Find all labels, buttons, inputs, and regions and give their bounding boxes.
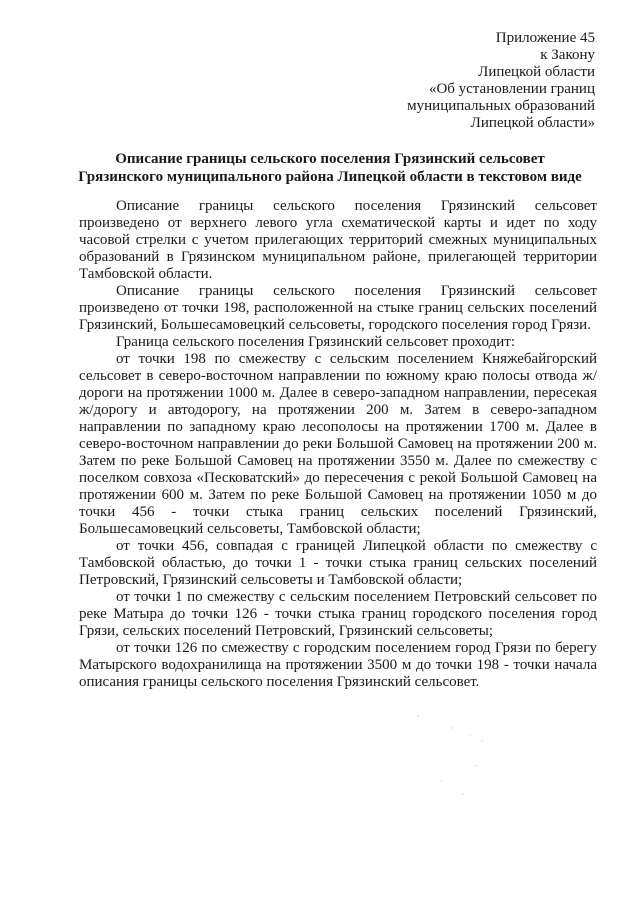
appendix-line: Приложение 45	[495, 30, 595, 46]
paragraph: Граница сельского поселения Грязинский сельсовет проходит:	[116, 334, 515, 350]
title-line-1: Описание границы сельского поселения Грязинский сельсовет	[115, 151, 545, 167]
appendix-line: Липецкой области	[478, 64, 595, 80]
paragraph: от точки 126 по смежеству с городским поселением город Грязи по берегу Матырского водохранилища на протяжении 3500 м до точки 198 - точки начала описания границы сельского поселения Грязинский сельсовет.	[79, 640, 597, 690]
document-body	[79, 198, 597, 691]
title-line-2: Грязинского муниципального района Липецкой области в текстовом виде	[78, 169, 582, 185]
document-title	[60, 150, 600, 186]
paragraph: Описание границы сельского поселения Грязинский сельсовет произведено от верхнего левого угла схематической карты и идет по ходу часовой стрелки с учетом прилегающих территорий смежных муниципальных образований в Грязинском муниципальном районе, прилегающей территории Тамбовской области.	[79, 198, 597, 282]
appendix-line: «Об установлении границ	[428, 81, 595, 97]
paragraph: Описание границы сельского поселения Грязинский сельсовет произведено от точки 198, расположенной на стыке границ сельских поселений Грязинский, Большесамовецкий сельсоветы, городского поселения город Грязи.	[79, 283, 597, 333]
paragraph: от точки 198 по смежеству с сельским поселением Княжебайгорский сельсовет в северо-восточном направлении по южному краю полосы отвода ж/дороги на протяжении 1000 м. Далее в северо-западном направлении, пересекая ж/дорогу и автодорогу, на протяжении 200 м. Затем в северо-западном направлении по западному краю лесополосы на протяжении 1700 м. Далее в северо-восточном направлении до реки Большой Самовец на протяжении 200 м. Затем по реке Большой Самовец на протяжении 3550 м. Далее по смежеству с поселком совхоза «Песковатский» до пересечения с рекой Большой Самовец на протяжении 600 м. Затем по реке Большой Самовец на протяжении 1050 м до точки 456 - точки стыка границ сельских поселений Грязинский, Большесамовецкий сельсоветы, Тамбовской области;	[79, 351, 597, 537]
paragraph: от точки 1 по смежеству с сельским поселением Петровский сельсовет по реке Матыра до точки 126 - точки стыка границ городского поселения город Грязи, сельских поселений Петровский, Грязинский сельсоветы;	[79, 589, 597, 639]
appendix-line: к Закону	[540, 47, 595, 63]
appendix-line: муниципальных образований	[407, 98, 595, 114]
paragraph: от точки 456, совпадая с границей Липецкой области по смежеству с Тамбовской областью, до точки 1 - точки стыка границ сельских поселений Петровский, Грязинский сельсоветы и Тамбовской области;	[79, 538, 597, 588]
appendix-line: Липецкой области»	[470, 115, 595, 131]
appendix-header	[335, 30, 595, 132]
